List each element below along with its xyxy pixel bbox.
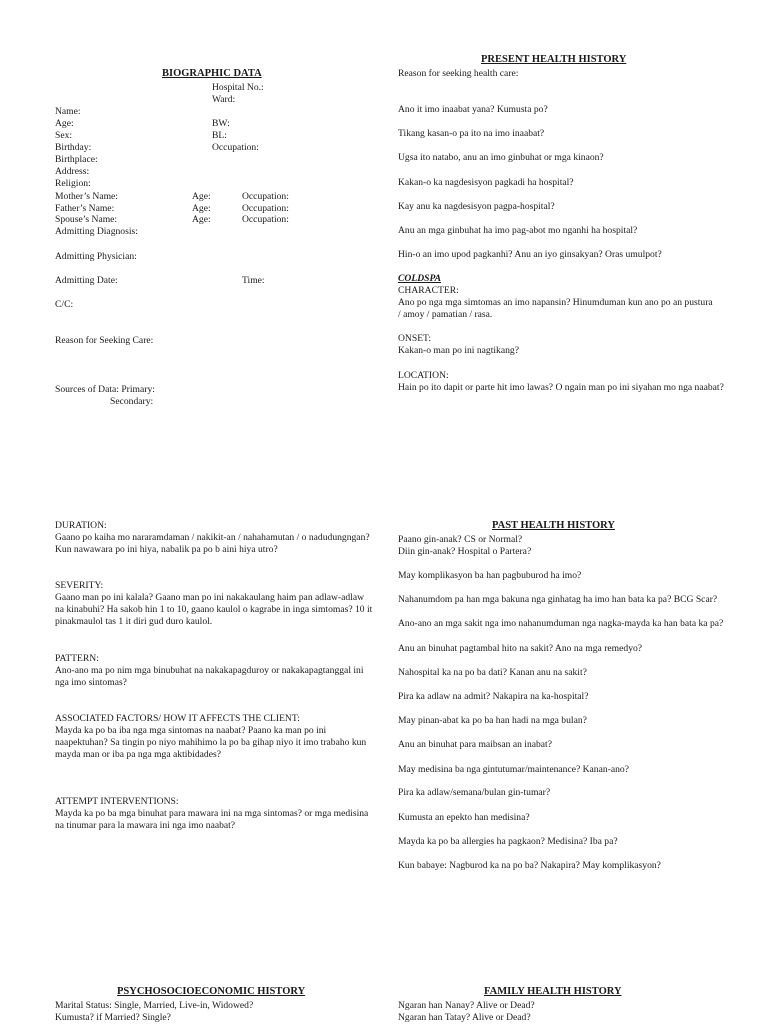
sources-primary-label: Sources of Data: Primary: <box>55 384 155 395</box>
father-age-label: Age: <box>192 203 211 214</box>
occupation-label: Occupation: <box>212 142 259 153</box>
birthday-label: Birthday: <box>55 142 92 153</box>
present-reason: Reason for seeking health care: <box>398 68 519 79</box>
present-heading: PRESENT HEALTH HISTORY <box>481 54 627 65</box>
sex-label: Sex: <box>55 130 73 141</box>
past-heading: PAST HEALTH HISTORY <box>492 520 615 531</box>
onset-text: Kakan-o man po ini nagtikang? <box>398 345 519 356</box>
marital-status-line: Marital Status: Single, Married, Live-in, Widowed? <box>55 1000 254 1011</box>
admitting-physician-label: Admitting Physician: <box>55 251 137 262</box>
name-label: Name: <box>55 106 81 117</box>
spouse-occupation-label: Occupation: <box>242 214 289 225</box>
age-label: Age: <box>55 118 74 129</box>
birthplace-label: Birthplace: <box>55 154 98 165</box>
past-question: Pira ka adlaw na admit? Nakapira na ka-hospital? <box>398 691 589 702</box>
present-question: Ugsa ito natabo, anu an imo ginbuhat or mga kinaon? <box>398 152 604 163</box>
associated-factors-text: Mayda ka po ba iba nga mga sintomas na naabat? Paano ka man po ini naapektuhan? Sa tingin po niyo mahihimo la po ba gihap niyo it imo trabaho kun mayda man or iba pa nga mga aktibidades? <box>55 725 367 760</box>
character-label: CHARACTER: <box>398 285 459 296</box>
present-question: Ano it imo inaabat yana? Kumusta po? <box>398 104 548 115</box>
father-alive-line: Ngaran han Tatay? Alive or Dead? <box>398 1012 531 1023</box>
past-question: Diin gin-anak? Hospital o Partera? <box>398 546 532 557</box>
past-question: Kun babaye: Nagburod ka na po ba? Nakapira? May komplikasyon? <box>398 860 661 871</box>
spouse-name-label: Spouse’s Name: <box>55 214 118 225</box>
mother-name-label: Mother’s Name: <box>55 191 118 202</box>
present-question: Kay anu ka nagdesisyon pagpa-hospital? <box>398 201 555 212</box>
duration-text: Gaano po kaiha mo nararamdaman / nakikit-an / nahahamutan / o nadudungngan? Kun nawawara po ini hiya, nabalik pa po b aini hiya utro? <box>55 532 370 555</box>
past-question: Kumusta an epekto han medisina? <box>398 812 530 823</box>
past-question: Paano gin-anak? CS or Normal? <box>398 534 523 545</box>
bl-label: BL: <box>212 130 227 141</box>
kumusta-line: Kumusta? if Married? Single? <box>55 1012 171 1023</box>
severity-label: SEVERITY: <box>55 580 104 591</box>
duration-label: DURATION: <box>55 520 107 531</box>
biographic-heading: BIOGRAPHIC DATA <box>162 68 262 79</box>
mother-age-label: Age: <box>192 191 211 202</box>
mother-alive-line: Ngaran han Nanay? Alive or Dead? <box>398 1000 535 1011</box>
psycho-heading: PSYCHOSOCIOECONOMIC HISTORY <box>117 986 306 997</box>
mother-occupation-label: Occupation: <box>242 191 289 202</box>
present-question: Anu an mga ginbuhat ha imo pag-abot mo nganhi ha hospital? <box>398 225 638 236</box>
reason-seeking-care-label: Reason for Seeking Care: <box>55 335 154 346</box>
spouse-age-label: Age: <box>192 214 211 225</box>
pattern-label: PATTERN: <box>55 653 99 664</box>
time-label: Time: <box>242 275 265 286</box>
past-question: Mayda ka po ba allergies ha pagkaon? Medisina? Iba pa? <box>398 836 618 847</box>
cc-label: C/C: <box>55 299 74 310</box>
character-text: Ano po nga mga simtomas an imo napansin? Hinumduman kun ano po an pustura / amoy / pamatian / rasa. <box>398 297 713 320</box>
location-label: LOCATION: <box>398 370 449 381</box>
onset-label: ONSET: <box>398 333 432 344</box>
past-question: Anu an binuhat para maibsan an inabat? <box>398 739 552 750</box>
present-question: Tikang kasan-o pa ito na imo inaabat? <box>398 128 545 139</box>
associated-factors-label: ASSOCIATED FACTORS/ HOW IT AFFECTS THE CLIENT: <box>55 713 300 724</box>
family-heading: FAMILY HEALTH HISTORY <box>484 986 622 997</box>
past-question: Pira ka adlaw/semana/bulan gin-tumar? <box>398 787 551 798</box>
ward-label: Ward: <box>212 94 236 105</box>
severity-text: Gaano man po ini kalala? Gaano man po ini nakakaulang haim pan adlaw-adlaw na kinabuhi? Ha sakob hin 1 to 10, gaano kaulol o kagrabe in inga simtomas? 10 it pinakmaulol tas 1 it diri gud duro kaulol. <box>55 592 373 627</box>
past-question: May medisina ba nga gintutumar/maintenance? Kanan-ano? <box>398 764 629 775</box>
past-question: May pinan-abat ka po ba han hadi na mga bulan? <box>398 715 587 726</box>
sources-secondary-label: Secondary: <box>110 396 154 407</box>
past-question: Ano-ano an mga sakit nga imo nahanumduman nga nagka-mayda ka han bata ka pa? <box>398 618 724 629</box>
father-name-label: Father’s Name: <box>55 203 115 214</box>
admitting-diagnosis-label: Admitting Diagnosis: <box>55 226 138 237</box>
past-question: Nahospital ka na po ba dati? Kanan anu na sakit? <box>398 667 587 678</box>
pattern-text: Ano-ano ma po nim mga binubuhat na nakakapagduroy or nakakapagtanggal ini nga imo sintomas? <box>55 665 364 688</box>
past-question: May komplikasyon ba han pagbuburod ha imo? <box>398 570 582 581</box>
present-question: Kakan-o ka nagdesisyon pagkadi ha hospital? <box>398 177 574 188</box>
admitting-date-label: Admitting Date: <box>55 275 118 286</box>
present-question: Hin-o an imo upod pagkanhi? Anu an iyo ginsakyan? Oras umulpot? <box>398 249 662 260</box>
past-question: Anu an binuhat pagtambal hito na sakit? Ano na mga remedyo? <box>398 643 643 654</box>
attempt-interventions-text: Mayda ka po ba mga binuhat para mawara ini na mga sintomas? or mga medisina na tinumar para la mawara ini nga imo naabat? <box>55 808 369 831</box>
religion-label: Religion: <box>55 178 91 189</box>
past-question: Nahanumdom pa han mga bakuna nga ginhatag ha imo han bata ka pa? BCG Scar? <box>398 594 718 605</box>
attempt-interventions-label: ATTEMPT INTERVENTIONS: <box>55 796 179 807</box>
address-label: Address: <box>55 166 90 177</box>
location-text: Hain po ito dapit or parte hit imo lawas? O ngain man po ini siyahan mo nga naabat? <box>398 382 724 393</box>
bw-label: BW: <box>212 118 230 129</box>
father-occupation-label: Occupation: <box>242 203 289 214</box>
hospital-no-label: Hospital No.: <box>212 82 264 93</box>
coldspa-heading: COLDSPA <box>398 273 441 284</box>
